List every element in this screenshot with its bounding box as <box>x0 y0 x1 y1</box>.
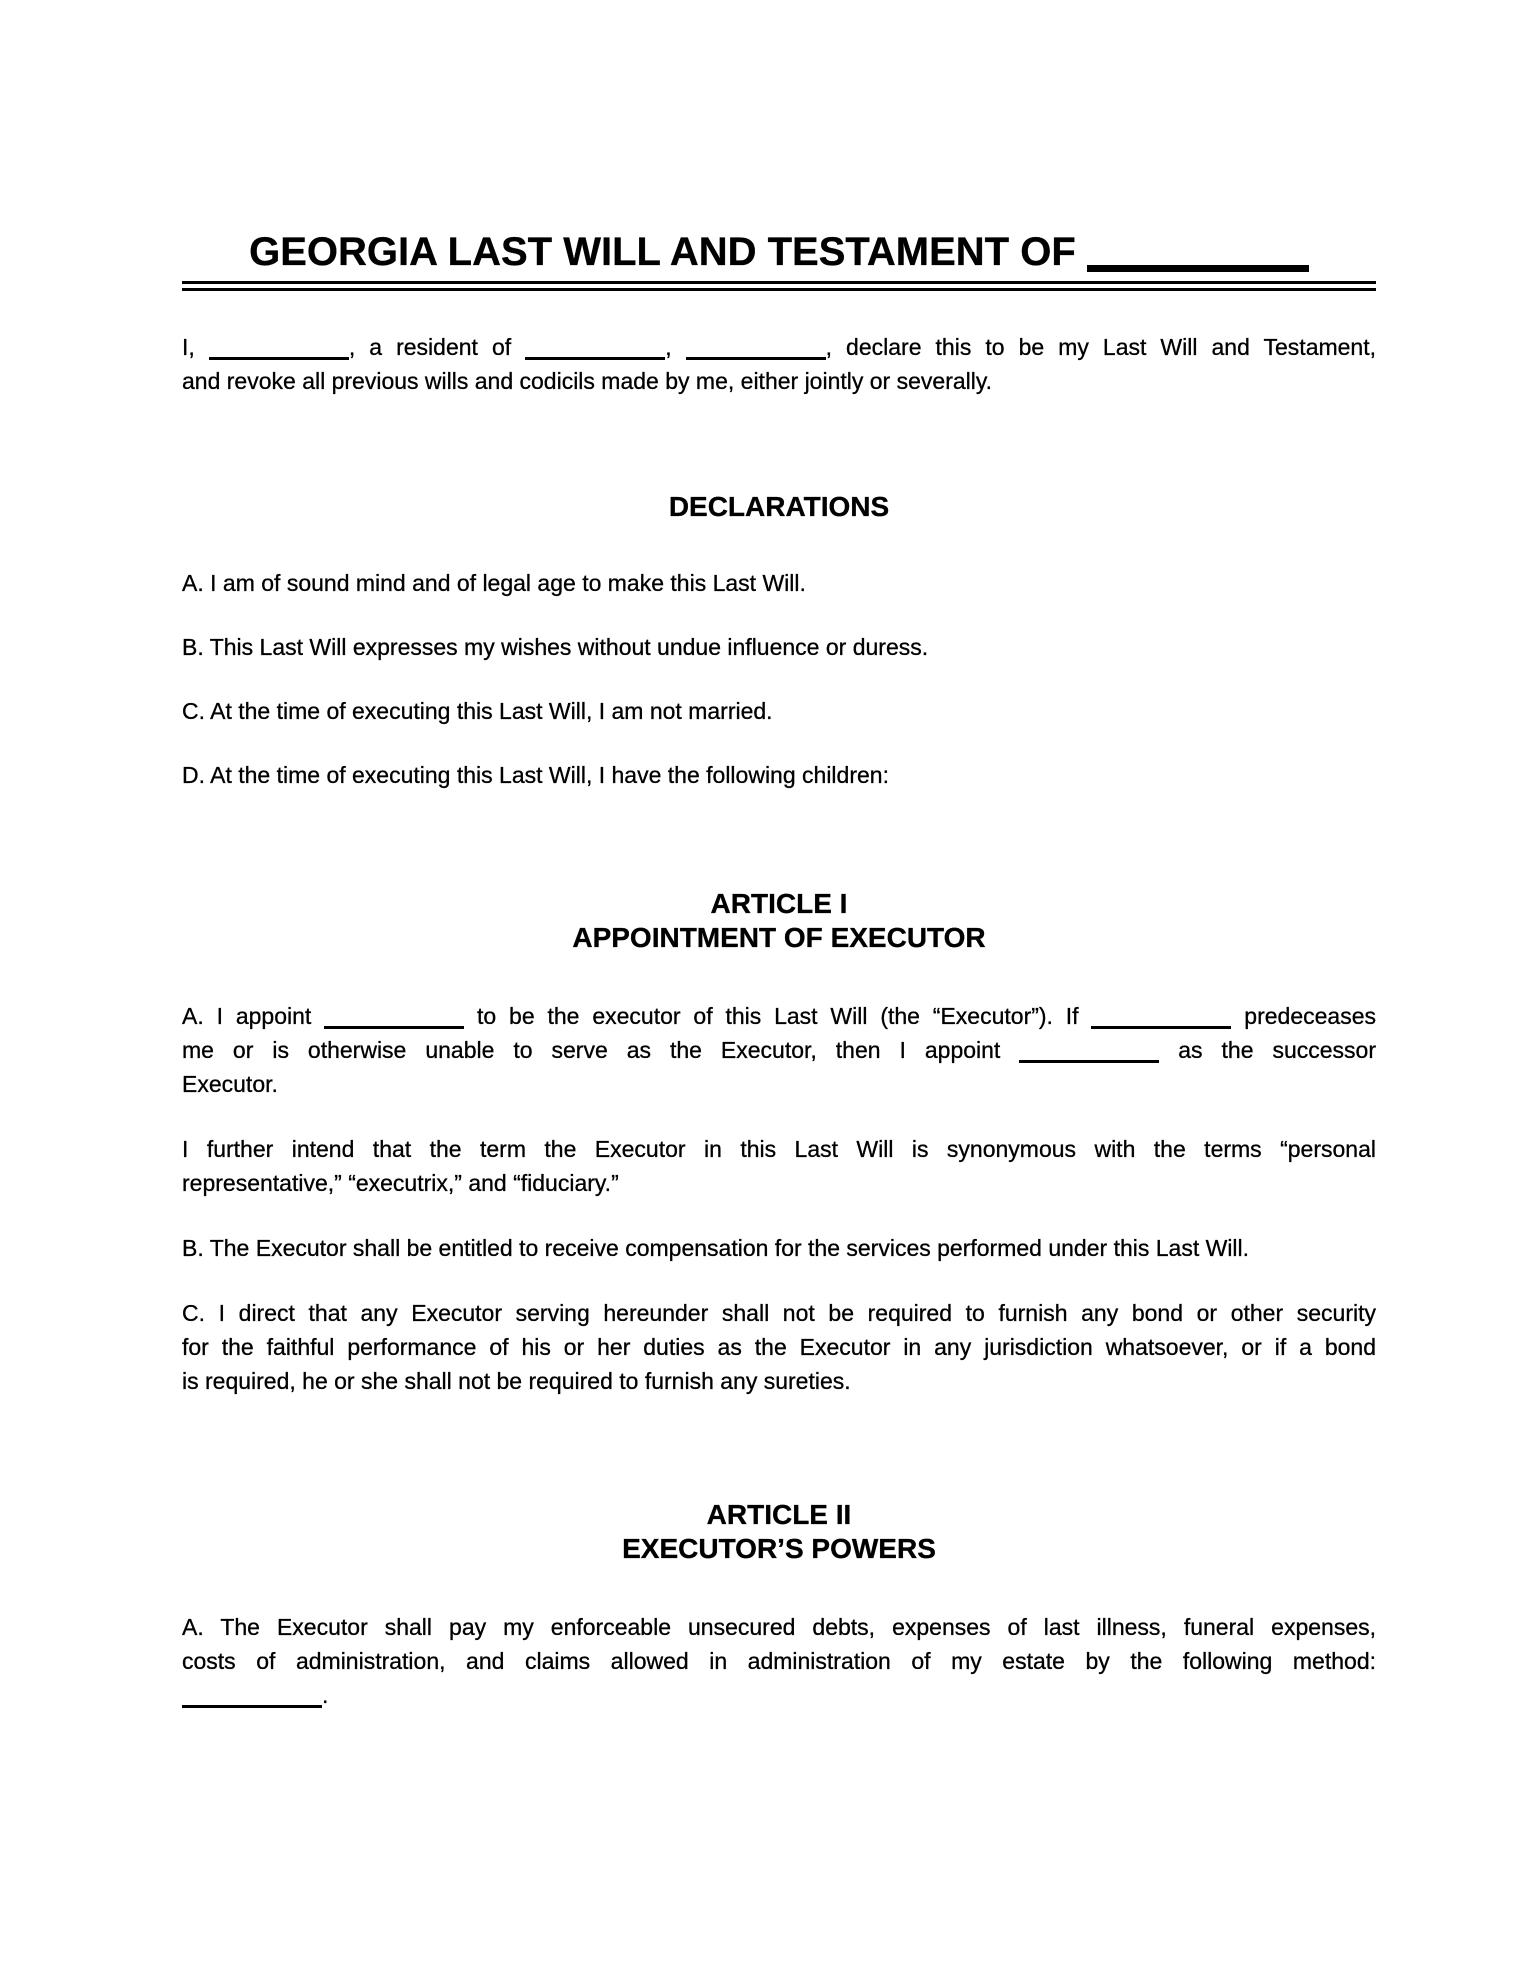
declaration-item-d-text: D. At the time of executing this Last Will, I have the following children: <box>182 762 889 788</box>
residence-city-blank-field <box>525 337 665 360</box>
article-1-intent-line-2: representative,” “executrix,” and “fiduciary.” <box>182 1170 619 1196</box>
intro-text-1: I, <box>182 334 209 360</box>
residence-state-blank-field <box>686 337 826 360</box>
article-1-intent-line-1: I further intend that the term the Executor in this Last Will is synonymous with the terms “personal <box>182 1136 1376 1162</box>
title-testator-name-blank-field <box>1087 235 1309 272</box>
declaration-item-d <box>182 758 1376 792</box>
article-2-paragraph-a-line-3 <box>182 1678 1376 1712</box>
article-1-paragraph-b <box>182 1231 1376 1265</box>
declaration-item-b-text: B. This Last Will expresses my wishes without undue influence or duress. <box>182 634 929 660</box>
article-2-paragraph-a <box>182 1610 1376 1712</box>
declaration-item-a-text: A. I am of sound mind and of legal age to make this Last Will. <box>182 570 806 596</box>
appoint-text-4: me or is otherwise unable to serve as the Executor, then I appoint <box>182 1037 1020 1063</box>
payment-method-blank-field <box>182 1685 322 1708</box>
article-1-heading <box>182 887 1376 955</box>
declarations-heading-text: DECLARATIONS <box>668 491 890 522</box>
article-1-paragraph-c-line-3: is required, he or she shall not be required to furnish any sureties. <box>182 1368 851 1394</box>
article-2-heading-line-1: ARTICLE II <box>706 1499 852 1530</box>
predeceasing-executor-blank-field <box>1091 1006 1231 1029</box>
declaration-item-c <box>182 694 1376 728</box>
declaration-item-a <box>182 566 1376 600</box>
appoint-text-1: A. I appoint <box>182 1003 325 1029</box>
declarations-heading <box>182 490 1376 524</box>
document-title-text: GEORGIA LAST WILL AND TESTAMENT OF <box>249 230 1076 274</box>
document-title <box>182 228 1376 291</box>
executor-name-blank-field <box>324 1006 464 1029</box>
article-2-paragraph-a-line-2: costs of administration, and claims allowed in administration of my estate by the following method: <box>182 1648 1376 1674</box>
declaration-item-b <box>182 630 1376 664</box>
article-2-heading-line-2: EXECUTOR’S POWERS <box>622 1533 936 1564</box>
intro-text-4: , declare this to be my Last Will and Testament, <box>825 334 1377 360</box>
payment-method-period: . <box>322 1682 329 1708</box>
appoint-text-5: as the successor <box>1159 1037 1376 1063</box>
testator-name-blank-field <box>209 337 349 360</box>
article-1-paragraph-a-line-2 <box>182 1033 1376 1067</box>
article-2-paragraph-a-line-1: A. The Executor shall pay my enforceable unsecured debts, expenses of last illness, funeral expenses, <box>182 1614 1376 1640</box>
article-1-paragraph-c-line-1: C. I direct that any Executor serving hereunder shall not be required to furnish any bond or other security <box>182 1300 1376 1326</box>
successor-executor-blank-field <box>1019 1040 1159 1063</box>
appoint-text-2: to be the executor of this Last Will (the “Executor”). If <box>464 1003 1092 1029</box>
article-1-paragraph-c <box>182 1296 1376 1398</box>
article-1-heading-line-1: ARTICLE I <box>710 888 848 919</box>
article-1-paragraph-a-line-1 <box>182 999 1376 1033</box>
appoint-text-3: predeceases <box>1231 1003 1376 1029</box>
intro-line-1 <box>182 330 1376 364</box>
article-1-paragraph-a-line-3: Executor. <box>182 1071 278 1097</box>
article-1-paragraph-b-text: B. The Executor shall be entitled to receive compensation for the services performed under this Last Will. <box>182 1235 1250 1261</box>
article-1-heading-line-2: APPOINTMENT OF EXECUTOR <box>572 922 986 953</box>
intro-paragraph <box>182 330 1376 398</box>
intro-text-3: , <box>665 334 686 360</box>
article-1-paragraph-c-line-2: for the faithful performance of his or her duties as the Executor in any jurisdiction whatsoever, or if a bond <box>182 1334 1376 1360</box>
article-1-intent-paragraph <box>182 1132 1376 1200</box>
article-2-heading <box>182 1498 1376 1566</box>
intro-text-2: , a resident of <box>348 334 526 360</box>
article-1-paragraph-a <box>182 999 1376 1101</box>
intro-line-2: and revoke all previous wills and codicils made by me, either jointly or severally. <box>182 368 993 394</box>
declaration-item-c-text: C. At the time of executing this Last Will, I am not married. <box>182 698 773 724</box>
